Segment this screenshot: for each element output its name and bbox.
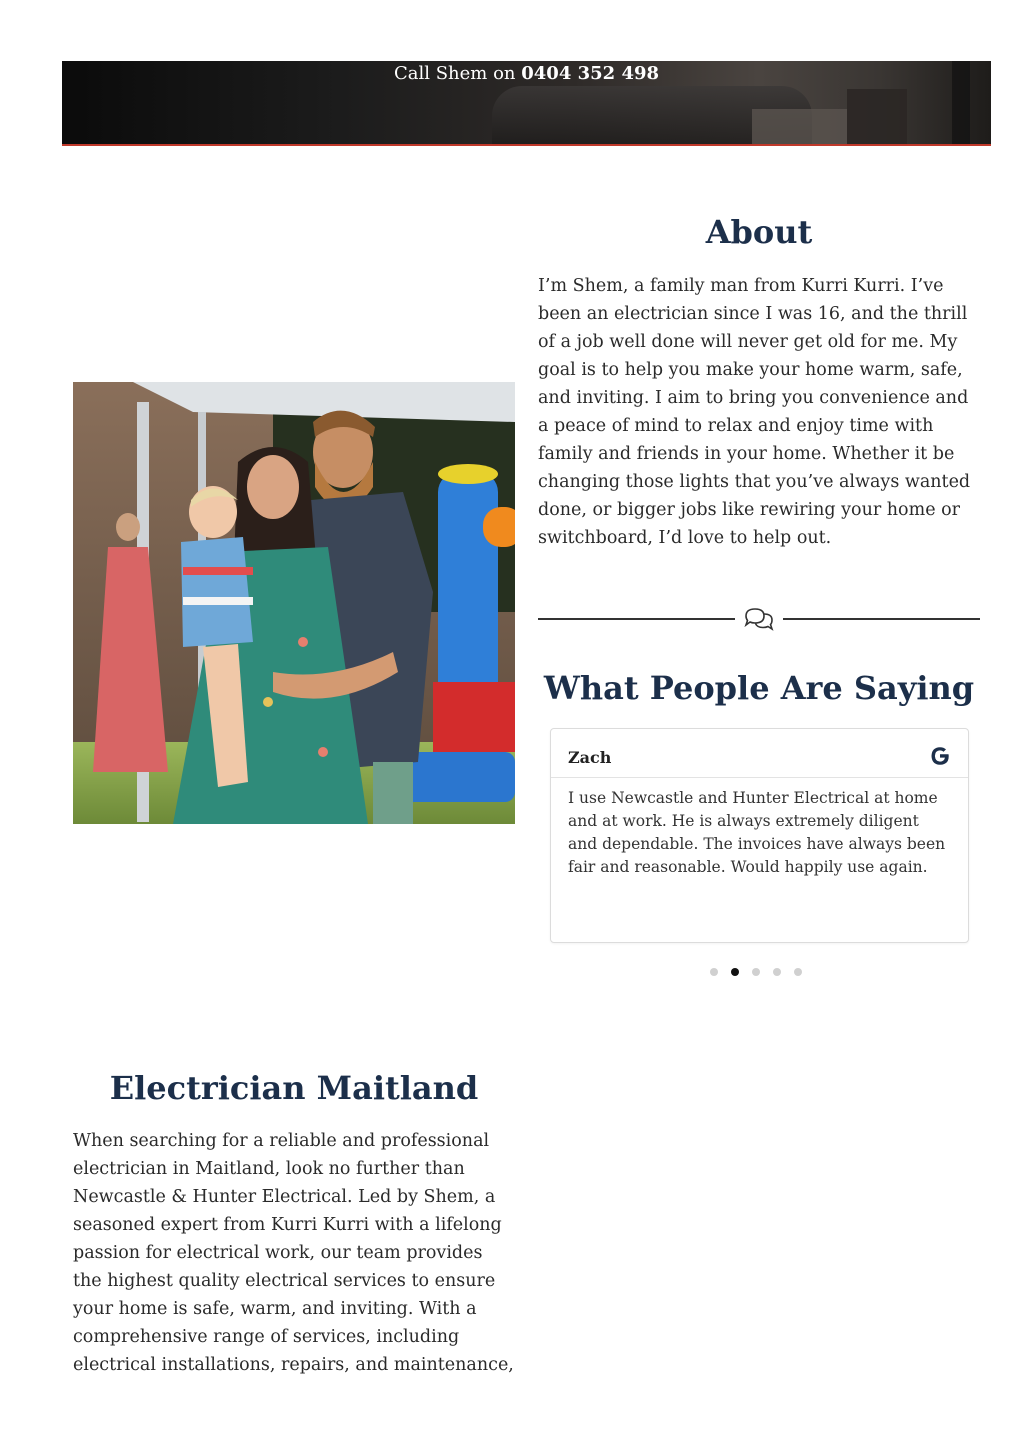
carousel-dot-2-active[interactable]	[731, 968, 739, 976]
carousel-dot-3[interactable]	[752, 968, 760, 976]
about-title: About	[705, 213, 813, 251]
carousel-dots	[710, 968, 802, 978]
about-text: I’m Shem, a family man from Kurri Kurri. I’ve been an electrician since I was 16, and the thrill of a job well done will never get old for me. My goal is to help you make your home warm, safe, and inviting. I aim to bring you convenience and a peace of mind to relax and enjoy time with family and friends in your home. Whether it be changing those lights that you’ve always wanted done, or bigger jobs like rewiring your home or switchboard, I’d love to help out.	[538, 276, 971, 548]
carousel-dot-4[interactable]	[773, 968, 781, 976]
review-text: I use Newcastle and Hunter Electrical at home and at work. He is always extremely diligent and dependable. The invoices have always been fair and reasonable. Would happily use again.	[568, 789, 946, 876]
testimonials-title: What People Are Saying	[543, 669, 975, 707]
carousel-dot-5[interactable]	[794, 968, 802, 976]
call-line	[62, 62, 991, 86]
carousel-dot-1[interactable]	[710, 968, 718, 976]
phone-number[interactable]: 0404 352 498	[521, 63, 660, 84]
chat-bubbles-icon	[743, 606, 775, 632]
banner-lamp-shape	[847, 89, 907, 144]
electrician-maitland-title: Electrician Maitland	[109, 1069, 479, 1107]
divider-line-right	[783, 618, 980, 620]
family-photo	[73, 382, 515, 824]
review-header	[551, 729, 968, 778]
reviewer-name: Zach	[568, 748, 612, 767]
electrician-maitland-text: When searching for a reliable and professional electrician in Maitland, look no further than Newcastle & Hunter Electrical. Led by Shem, a seasoned expert from Kurri Kurri with a lifelong passion for electrical work, our team provides the highest quality electrical services to ensure your home is safe, warm, and inviting. With a comprehensive range of services, including electrical installations, repairs, and maintenance,	[73, 1131, 514, 1375]
review-card	[550, 728, 969, 943]
banner-bedside-table	[752, 109, 847, 144]
section-divider	[538, 604, 980, 634]
google-icon	[929, 745, 951, 767]
call-prefix: Call Shem on	[393, 63, 516, 84]
divider-line-left	[538, 618, 735, 620]
